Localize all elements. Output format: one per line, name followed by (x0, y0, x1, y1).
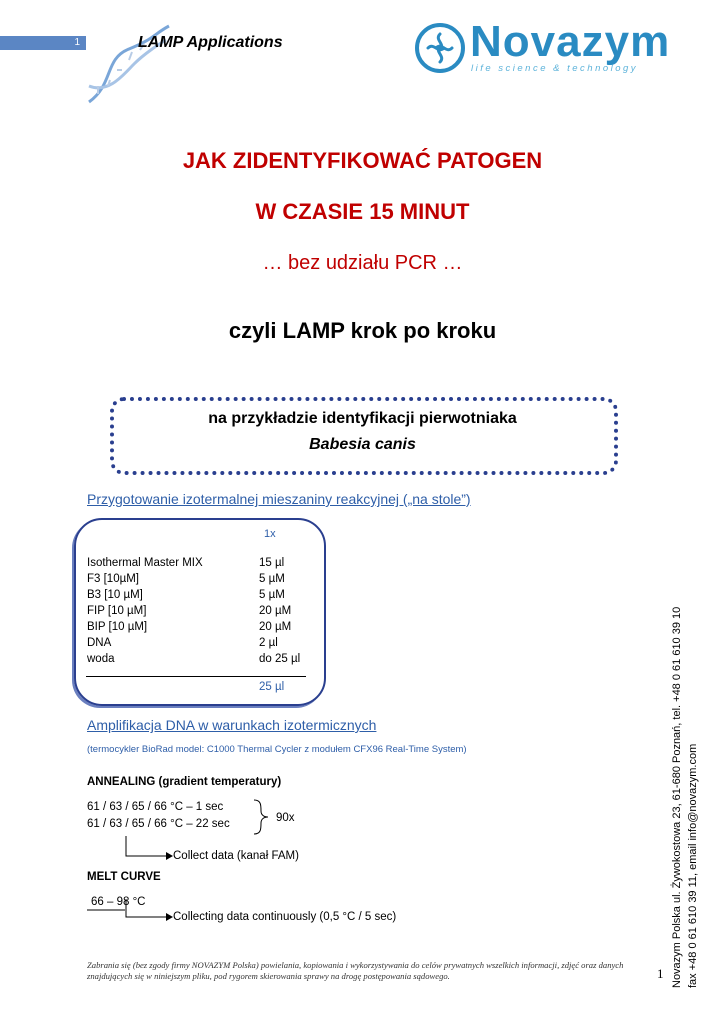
melt-curve-label: MELT CURVE (87, 871, 161, 883)
example-species: Babesia canis (309, 436, 416, 453)
melt-range-underline (87, 908, 127, 912)
annealing-step-2: 61 / 63 / 65 / 66 °C – 22 sec (87, 818, 230, 830)
mix-total: 25 µl (259, 681, 285, 693)
logo-wordmark: Novazym (470, 17, 671, 66)
contact-address: Novazym Polska ul. Żywokostowa 23, 61-680 Poznań, tel. +48 0 61 610 39 10 (671, 606, 683, 988)
main-title-line3: … bez udziału PCR … (262, 252, 463, 274)
preparation-heading: Przygotowanie izotermalnej mieszaniny reakcyjnej („na stole”) (87, 491, 471, 507)
collect-data-annealing: Collect data (kanał FAM) (173, 850, 299, 862)
header-title: LAMP Applications (138, 34, 283, 51)
subtitle: czyli LAMP krok po kroku (228, 318, 497, 343)
collect-data-melt: Collecting data continuously (0,5 °C / 5 sec) (173, 911, 397, 923)
header-page-number: 1 (74, 37, 80, 48)
copyright-notice: Zabrania się (bez zgody firmy NOVAZYM Polska) powielania, kopiowania i wykorzystywania do celów prywatnych wszelkich informacji, zdjęć oraz danych znajdujących się w niniejszym pliku, pod rygorem skierowania sprawy na drogę postępowania sądowego. (87, 960, 624, 981)
annealing-step-1: 61 / 63 / 65 / 66 °C – 1 sec (87, 801, 224, 813)
main-title-line2: W CZASIE 15 MINUT (255, 199, 470, 224)
amplification-heading: Amplifikacja DNA w warunkach izotermicznych (87, 717, 377, 733)
page-number-bar (0, 36, 86, 50)
amplification-subheading: (termocykler BioRad model: C1000 Thermal Cycler z modułem CFX96 Real-Time System) (87, 744, 467, 755)
annealing-label: ANNEALING (gradient temperatury) (87, 776, 282, 788)
melt-temperature-range: 66 – 98 °C (91, 896, 146, 908)
main-title-line1: JAK ZIDENTYFIKOWAĆ PATOGEN (182, 148, 543, 173)
arrow-right-icon (122, 897, 174, 923)
novazym-logo-icon (414, 22, 466, 74)
arrow-right-icon (122, 834, 174, 860)
mix-column-header: 1x (264, 528, 276, 540)
company-contact (669, 607, 701, 988)
footer-page-number: 1 (657, 966, 664, 981)
mix-total-rule (86, 676, 306, 677)
cycle-count: 90x (276, 812, 295, 824)
contact-fax-email: fax +48 0 61 610 39 11, email info@novazym.com (687, 743, 699, 988)
cycle-brace-icon (252, 799, 272, 835)
logo-tagline: life science & technology (471, 63, 639, 74)
example-text: na przykładzie identyfikacji pierwotniaka (208, 410, 517, 427)
